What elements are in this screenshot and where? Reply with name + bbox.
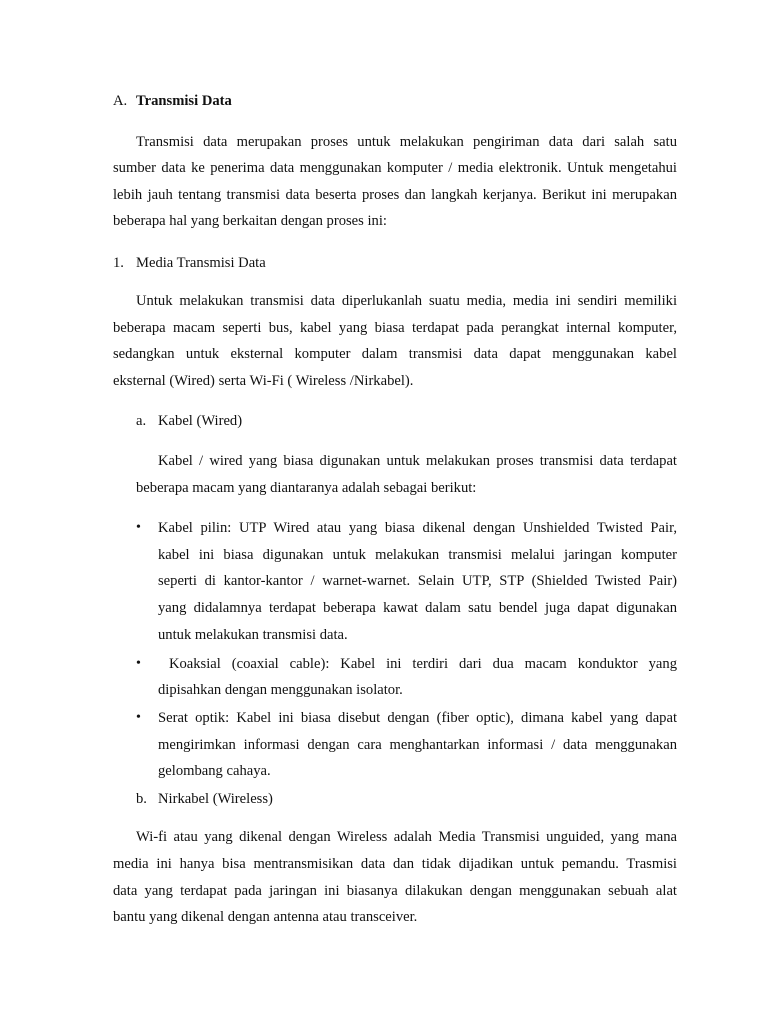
paragraph-line: beberapa macam yang diantaranya adalah sebagai berikut: [136,480,477,496]
subsection-title: Nirkabel (Wireless) [158,791,273,807]
list-marker: b. [136,791,147,807]
bullet-icon: • [136,710,141,725]
list-item-line: untuk melakukan transmisi data. [158,627,348,643]
list-item-line: Serat optik: Kabel ini biasa disebut dengan (fiber optic), dimana kabel yang dapat [158,710,677,726]
subsection-title: Kabel (Wired) [158,413,243,429]
bullet-icon: • [136,520,141,535]
list-item-line: Koaksial (coaxial cable): Kabel ini terdiri dari dua macam konduktor yang [158,656,677,672]
list-item-line: seperti di kantor-kantor / warnet-warnet. Selain UTP, STP (Shielded Twisted Pair) [158,573,677,589]
paragraph-line: Wi-fi atau yang dikenal dengan Wireless adalah Media Transmisi unguided, yang mana [136,829,677,845]
paragraph-line: Transmisi data merupakan proses untuk melakukan pengiriman data dari salah satu [136,134,677,150]
paragraph-line: Untuk melakukan transmisi data diperlukanlah suatu media, media ini sendiri memiliki [136,293,677,309]
list-item-line: Kabel pilin: UTP Wired atau yang biasa dikenal dengan Unshielded Twisted Pair, [158,520,677,536]
list-item-line: mengirimkan informasi dengan cara menghantarkan informasi / data menggunakan [158,737,677,753]
paragraph-line: lebih jauh tentang transmisi data beserta proses dan langkah kerjanya. Berikut ini merupakan [113,187,677,203]
paragraph-line: beberapa hal yang berkaitan dengan proses ini: [113,213,387,229]
paragraph-line: sedangkan untuk eksternal komputer dalam transmisi data dapat menggunakan kabel [113,346,677,362]
list-item-line: kabel ini biasa digunakan untuk melakukan transmisi melalui jaringan komputer [158,547,677,563]
list-item-line: dipisahkan dengan menggunakan isolator. [158,682,403,698]
section-marker: A. [113,93,128,109]
paragraph-line: bantu yang dikenal dengan antenna atau transceiver. [113,909,418,925]
paragraph-line: eksternal (Wired) serta Wi-Fi ( Wireless /Nirkabel). [113,373,414,389]
bullet-icon: • [136,656,141,671]
list-item-line: gelombang cahaya. [158,763,271,779]
paragraph-line: data yang terdapat pada jaringan ini biasanya dilakukan dengan menggunakan sebuah alat [113,883,677,899]
paragraph-line: beberapa macam seperti bus, kabel yang biasa terdapat pada perangkat internal komputer, [113,320,677,336]
paragraph-line: Kabel / wired yang biasa digunakan untuk melakukan proses transmisi data terdapat [158,453,677,469]
subsection-title: Media Transmisi Data [136,255,266,271]
list-item-line: yang didalamnya terdapat beberapa kawat dalam satu bendel juga dapat digunakan [158,600,677,616]
list-marker: a. [136,413,147,429]
section-title: Transmisi Data [136,93,232,109]
list-marker: 1. [113,255,124,271]
paragraph-line: media ini hanya bisa mentransmisikan data dan tidak dijadikan untuk pemandu. Trasmisi [113,856,677,872]
paragraph-line: sumber data ke penerima data menggunakan komputer / media elektronik. Untuk mengetahui [113,160,677,176]
